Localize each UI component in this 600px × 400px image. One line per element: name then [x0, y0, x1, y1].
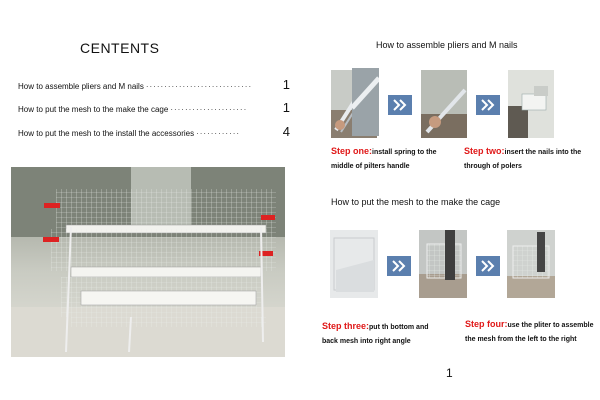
mesh-section-title: How to put the mesh to the make the cage [331, 197, 501, 207]
step-three-text: put th bottom and back mesh into right angle [322, 324, 429, 345]
step-three-photo [330, 230, 378, 298]
step-four-photo-a [419, 230, 467, 298]
step-one-label: Step one: [331, 146, 373, 156]
step-four-photo-b [507, 230, 555, 298]
toc-page-number: 4 [282, 124, 290, 139]
toc-leader-dots: ············ [196, 129, 241, 138]
toc-item-mesh-cage[interactable] [18, 100, 290, 115]
step-three-label: Step three: [322, 321, 370, 331]
step-two-label: Step two: [464, 146, 505, 156]
pliers-section-title: How to assemble pliers and M nails [376, 40, 518, 50]
step-two-photo-b [508, 70, 554, 138]
double-chevron-right-icon [480, 260, 496, 272]
toc-item-label: How to put the mesh to the install the accessories [18, 129, 195, 138]
toc-page-number: 1 [282, 100, 290, 115]
toc-item-pliers[interactable] [18, 77, 290, 92]
double-chevron-right-icon [392, 99, 408, 111]
toc-page-number: 1 [282, 77, 290, 92]
page-number: 1 [446, 366, 453, 380]
step-one-photo-2 [352, 68, 379, 136]
step-four-caption [465, 317, 595, 347]
double-chevron-right-icon [391, 260, 407, 272]
next-arrow-2 [476, 95, 500, 115]
toc-item-accessories[interactable] [18, 124, 290, 139]
step-three-caption [322, 319, 442, 349]
next-arrow-4 [476, 256, 500, 276]
next-arrow-3 [387, 256, 411, 276]
step-four-label: Step four: [465, 319, 508, 329]
toc-leader-dots: ····················· [170, 105, 248, 114]
step-two-caption [464, 144, 590, 174]
next-arrow-1 [388, 95, 412, 115]
double-chevron-right-icon [480, 99, 496, 111]
toc-item-label: How to put the mesh to the make the cage [18, 105, 169, 114]
step-one-caption [331, 144, 461, 174]
contents-title: CENTENTS [80, 40, 160, 56]
toc-item-label: How to assemble pliers and M nails [18, 82, 144, 91]
step-four-text: use the pliter to assemble the mesh from the left to the right [465, 322, 594, 343]
hen-cage-photo [11, 167, 285, 357]
toc-leader-dots: ····························· [145, 82, 253, 91]
step-one-text: install spring to the middle of pilters handle [331, 149, 437, 170]
step-two-text: insert the nails into the through of polers [464, 149, 582, 170]
step-two-photo-a [421, 70, 467, 138]
